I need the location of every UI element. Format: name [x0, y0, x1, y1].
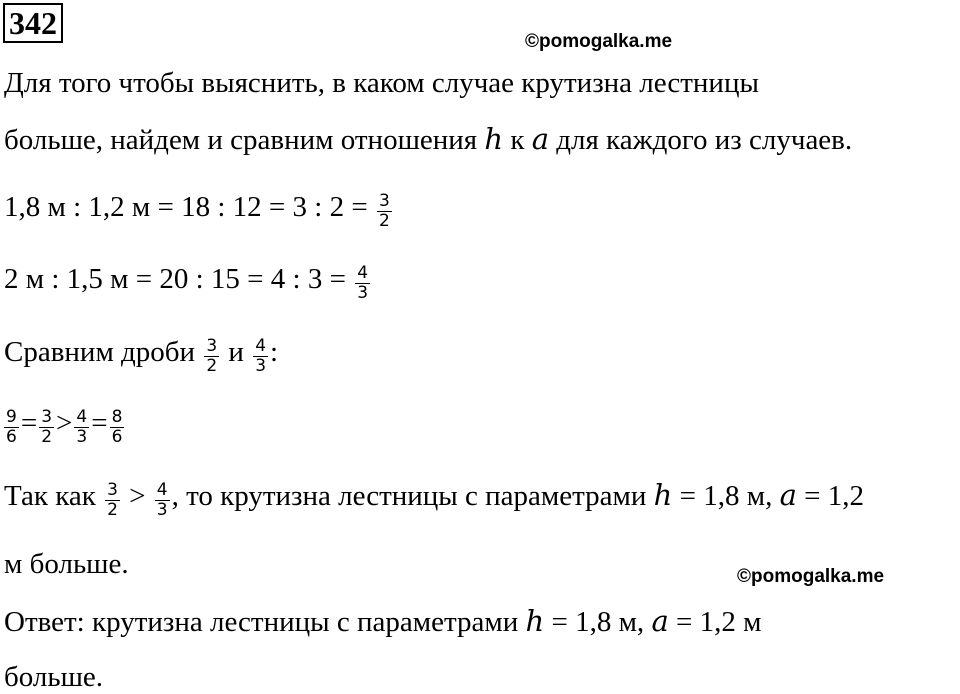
fraction — [204, 337, 219, 376]
fraction — [4, 408, 19, 447]
fraction-numerator: 8 — [111, 407, 123, 427]
paragraph-text: Для того чтобы выяснить, в каком случае крутизна лестницы — [4, 67, 759, 99]
answer-text: = 1,8 м, — [544, 606, 652, 638]
conclusion-text: , то крутизна лестницы с параметрами — [171, 480, 654, 512]
fraction-numerator: 3 — [206, 336, 218, 356]
calculation-1 — [4, 190, 394, 229]
fraction-numerator: 4 — [357, 263, 369, 283]
conclusion-text: = 1,8 м, — [672, 480, 780, 512]
watermark-bottom: ©pomogalka.me — [737, 566, 885, 587]
fraction-numerator: 3 — [378, 191, 390, 211]
fraction-numerator: 4 — [255, 336, 267, 356]
paragraph-text: для каждого из случаев. — [548, 124, 853, 156]
fraction — [253, 337, 268, 376]
variable-a: a — [531, 122, 549, 156]
answer-text: Ответ: крутизна лестницы с параметрами — [4, 606, 526, 638]
fraction — [355, 264, 370, 303]
conclusion-text: м больше. — [4, 548, 129, 580]
fraction — [105, 481, 120, 520]
paragraph-text: больше, найдем и сравним отношения — [4, 124, 485, 156]
paragraph-line-2 — [4, 122, 852, 157]
fraction — [377, 192, 392, 231]
fraction — [39, 408, 54, 447]
fraction-numerator: 4 — [76, 407, 88, 427]
compare-text: и — [221, 336, 252, 369]
operator: > — [56, 407, 73, 440]
paragraph-line-1 — [4, 66, 759, 100]
fraction-denominator: 2 — [378, 211, 390, 231]
watermark-top: ©pomogalka.me — [525, 31, 673, 52]
fraction-numerator: 4 — [156, 479, 168, 500]
fraction-denominator: 2 — [107, 499, 118, 520]
problem-number: 342 — [3, 3, 63, 43]
fraction-denominator: 3 — [357, 283, 369, 303]
calculation-text: 2 м : 1,5 м = 20 : 15 = 4 : 3 = — [4, 263, 354, 296]
compare-line — [4, 335, 278, 374]
conclusion-text: = 1,2 — [796, 480, 864, 512]
fraction-chain — [2, 406, 126, 445]
fraction-denominator: 3 — [76, 427, 88, 447]
fraction-denominator: 6 — [111, 427, 123, 447]
variable-h: h — [653, 478, 673, 512]
fraction — [110, 408, 125, 447]
compare-text: : — [270, 336, 279, 369]
answer-text: = 1,2 м — [668, 606, 762, 638]
variable-a: a — [651, 604, 669, 638]
compare-text: Сравним дроби — [4, 336, 203, 369]
answer-line-1 — [4, 604, 761, 639]
fraction — [74, 408, 89, 447]
conclusion-text: Так как — [4, 480, 104, 512]
fraction-denominator: 2 — [206, 356, 218, 376]
fraction-numerator: 9 — [6, 407, 17, 427]
variable-h: h — [525, 604, 545, 638]
fraction — [155, 481, 170, 520]
fraction-denominator: 2 — [41, 427, 53, 447]
calculation-2 — [4, 262, 372, 301]
answer-line-2 — [4, 660, 103, 694]
answer-text: больше. — [4, 661, 104, 693]
fraction-numerator: 3 — [41, 407, 53, 427]
variable-a: a — [779, 478, 797, 512]
operator: > — [121, 480, 153, 512]
paragraph-text: к — [503, 124, 532, 156]
conclusion-line-2 — [4, 547, 129, 581]
conclusion-line-1 — [4, 478, 864, 518]
fraction-denominator: 3 — [156, 499, 168, 520]
operator: = — [20, 407, 38, 440]
operator: = — [91, 407, 108, 440]
fraction-numerator: 3 — [107, 479, 118, 500]
fraction-denominator: 3 — [255, 356, 267, 376]
fraction-denominator: 6 — [6, 427, 17, 447]
calculation-text: 1,8 м : 1,2 м = 18 : 12 = 3 : 2 = — [4, 191, 375, 224]
variable-h: h — [484, 122, 504, 156]
